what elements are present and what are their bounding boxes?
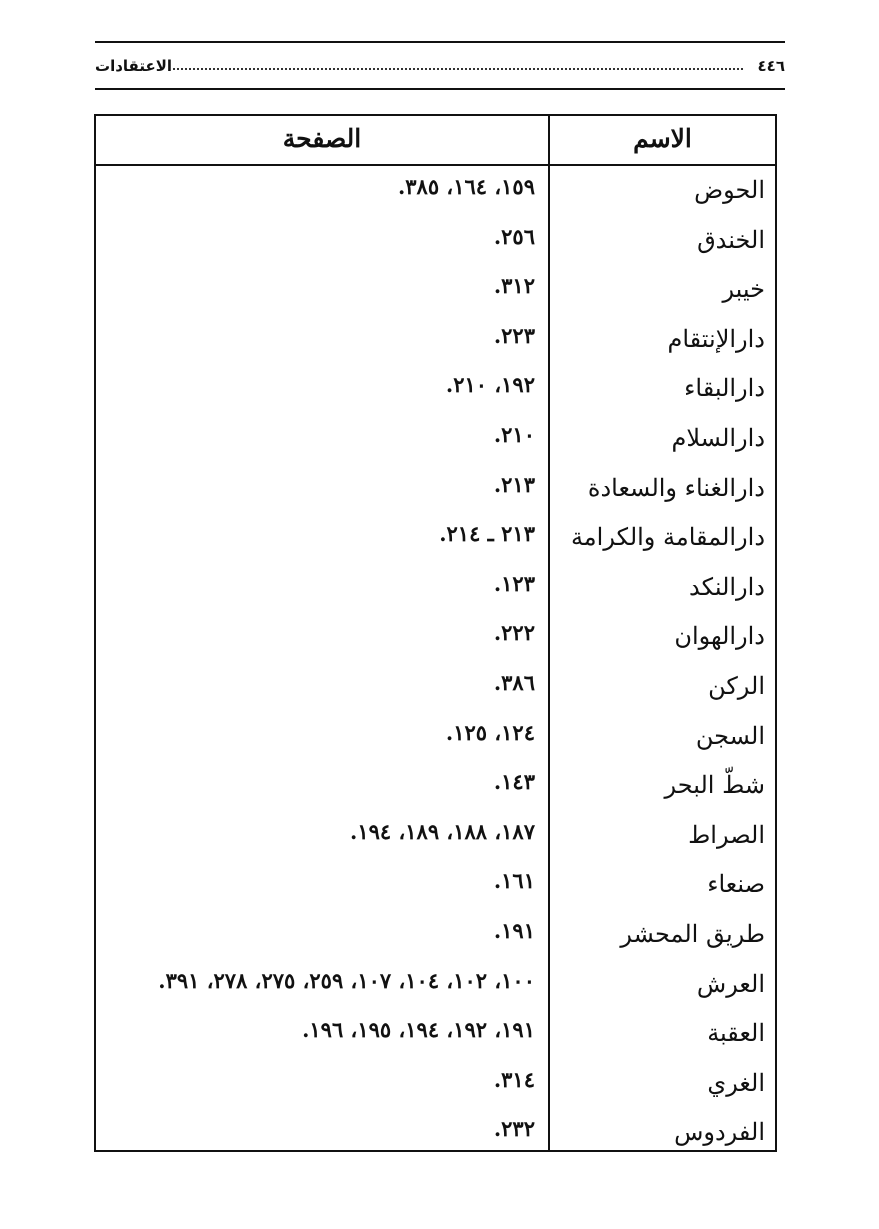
entry-name: دارالنكد (688, 572, 765, 601)
table-row (96, 1114, 775, 1164)
entry-pages: ١٠٠، ١٠٢، ١٠٤، ١٠٧، ٢٥٩، ٢٧٥، ٢٧٨، ٣٩١. (158, 967, 535, 993)
entry-pages: ١٩١، ١٩٢، ١٩٤، ١٩٥، ١٩٦. (302, 1017, 535, 1043)
entry-pages: ١٢٤، ١٢٥. (445, 719, 535, 745)
entry-pages: ٢١٣ ـ ٢١٤. (439, 521, 535, 547)
entry-pages: ١٦١. (493, 868, 535, 894)
entry-pages: ٣١٤. (493, 1066, 535, 1092)
table-row (96, 569, 775, 619)
entry-pages: ٢٢٢. (493, 620, 535, 646)
table-row (96, 420, 775, 470)
page-number: ٤٤٦ (757, 57, 785, 75)
entry-name: خيبر (722, 275, 765, 304)
column-header-page: الصفحة (282, 124, 362, 153)
table-row (96, 866, 775, 916)
entry-name: الفردوس (674, 1118, 765, 1147)
entry-name: صنعاء (707, 870, 765, 899)
entry-name: الغري (707, 1068, 765, 1097)
entry-name: السجن (695, 721, 765, 750)
entry-pages: ٢١٣. (493, 471, 535, 497)
entry-pages: ٣١٢. (493, 273, 535, 299)
entry-name: طريق المحشر (620, 919, 765, 948)
entry-name: دارالسلام (671, 423, 765, 452)
entry-name: الصراط (688, 820, 765, 849)
entry-pages: ١٤٣. (493, 769, 535, 795)
entry-pages: ١٩٢، ٢١٠. (445, 372, 535, 398)
entry-pages: ١٨٧، ١٨٨، ١٨٩، ١٩٤. (350, 818, 535, 844)
table-row (96, 618, 775, 668)
entry-pages: ١٢٣. (493, 570, 535, 596)
table-row (96, 1065, 775, 1115)
entry-name: دارالهوان (674, 622, 765, 651)
entry-name: الخندق (697, 225, 765, 254)
entry-name: العرش (696, 969, 765, 998)
table-row (96, 966, 775, 1016)
entry-pages: ٢٥٦. (493, 223, 535, 249)
book-title: الاعتقادات (95, 57, 173, 75)
entry-name: دارالبقاء (684, 374, 765, 403)
entry-pages: ٢١٠. (493, 421, 535, 447)
table-row (96, 271, 775, 321)
column-header-name: الاسم (633, 124, 692, 153)
table-row (96, 817, 775, 867)
entry-pages: ٢٣٢. (493, 1116, 535, 1142)
table-row (96, 718, 775, 768)
table-row (96, 172, 775, 222)
table-row (96, 321, 775, 371)
table-row (96, 519, 775, 569)
table-row (96, 1015, 775, 1065)
entry-name: الركن (708, 671, 765, 700)
entry-pages: ٢٢٣. (493, 322, 535, 348)
entry-pages: ٣٨٦. (493, 669, 535, 695)
entry-name: دارالغناء والسعادة (587, 473, 765, 502)
header-rule-top (95, 41, 785, 43)
table-row (96, 370, 775, 420)
entry-name: دارالإنتقام (667, 324, 765, 353)
entry-name: الحوض (694, 176, 765, 204)
running-head (95, 52, 785, 80)
entry-name: شطّ البحر (664, 771, 765, 800)
table-row (96, 668, 775, 718)
entry-name: العقبة (707, 1019, 765, 1048)
header-rule-bottom (95, 88, 785, 90)
entry-pages: ١٩١. (493, 917, 535, 943)
table-row (96, 767, 775, 817)
entry-name: دارالمقامة والكرامة (570, 523, 765, 552)
table-row (96, 916, 775, 966)
table-header-row (96, 116, 775, 166)
table-row (96, 470, 775, 520)
entry-pages: ١٥٩، ١٦٤، ٣٨٥. (397, 174, 535, 199)
leader-dots (173, 52, 743, 70)
table-row (96, 222, 775, 272)
index-table (94, 114, 777, 1152)
table-body (96, 172, 775, 1164)
